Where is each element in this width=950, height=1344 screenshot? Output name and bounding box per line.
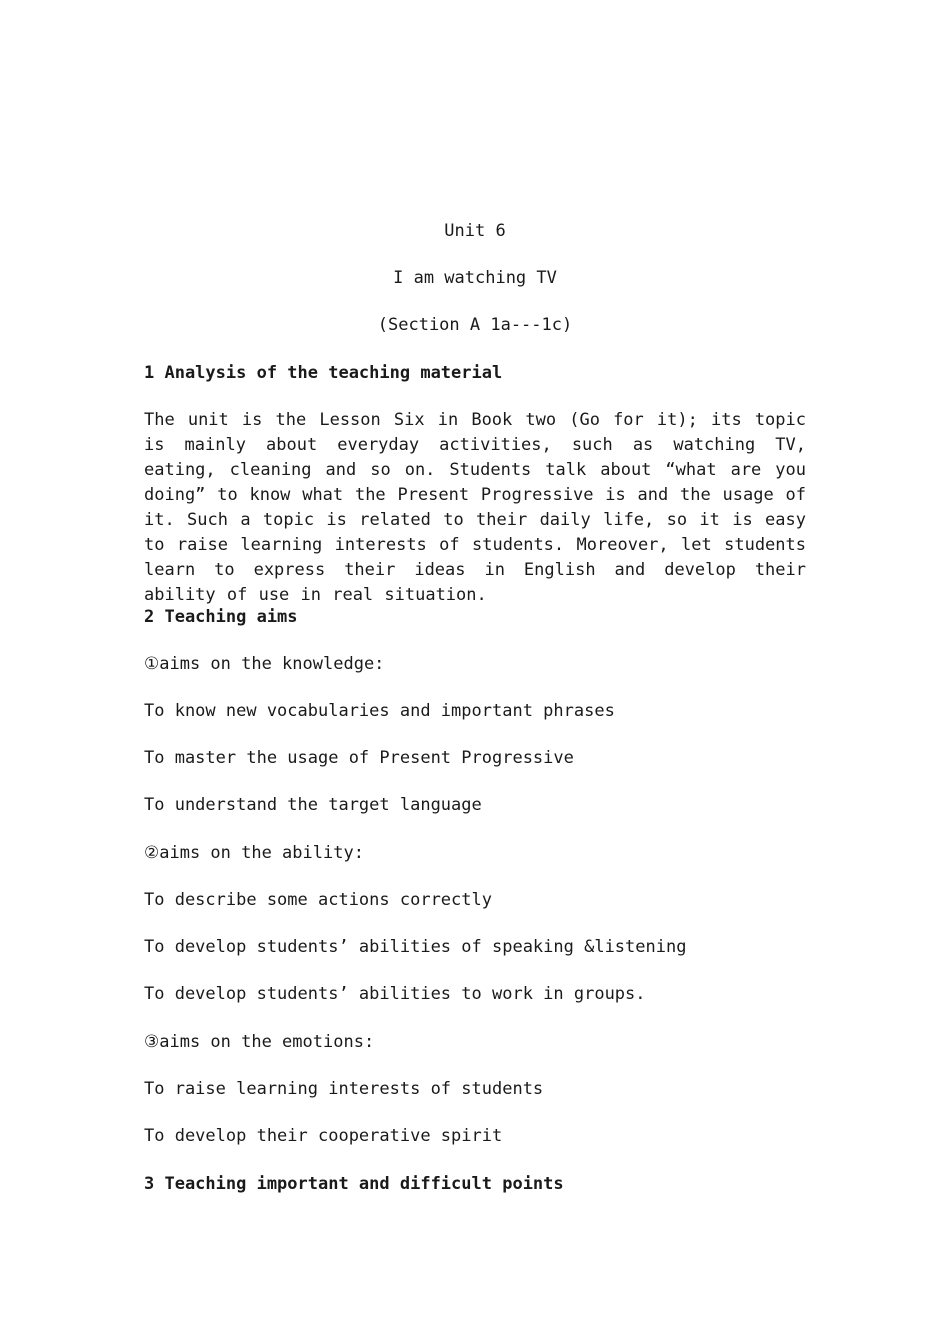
aims-emotions-label: ③aims on the emotions: xyxy=(144,1032,375,1052)
unit-label: Unit 6 xyxy=(444,221,506,241)
ability-item: To describe some actions correctly xyxy=(144,890,492,910)
aims-ability-label: ②aims on the ability: xyxy=(144,843,364,863)
ability-item: To develop students’ abilities of speaking &listening xyxy=(144,937,687,957)
knowledge-item: To master the usage of Present Progressive xyxy=(144,748,574,768)
emotions-item: To raise learning interests of students xyxy=(144,1079,544,1099)
heading-analysis: 1 Analysis of the teaching material xyxy=(144,363,503,383)
analysis-paragraph: The unit is the Lesson Six in Book two (Go for it); its topic is mainly about everyday activities, such as watching TV, eating, cleaning and so on. Students talk about “what are you doing” to know what the Present Progressive is and the usage of it. Such a topic is related to their daily life, so it is easy to raise learning interests of students. Moreover, let students learn to express their ideas in English and develop their ability of use in real situation. xyxy=(144,410,806,605)
knowledge-item: To understand the target language xyxy=(144,795,482,815)
emotions-item: To develop their cooperative spirit xyxy=(144,1126,503,1146)
lesson-title: I am watching TV xyxy=(393,268,557,288)
knowledge-item: To know new vocabularies and important phrases xyxy=(144,701,615,721)
ability-item: To develop students’ abilities to work in groups. xyxy=(144,984,646,1004)
aims-knowledge-label: ①aims on the knowledge: xyxy=(144,654,385,674)
heading-important-points: 3 Teaching important and difficult points xyxy=(144,1174,564,1194)
heading-teaching-aims: 2 Teaching aims xyxy=(144,607,298,627)
section-label: (Section A 1a---1c) xyxy=(377,315,573,335)
